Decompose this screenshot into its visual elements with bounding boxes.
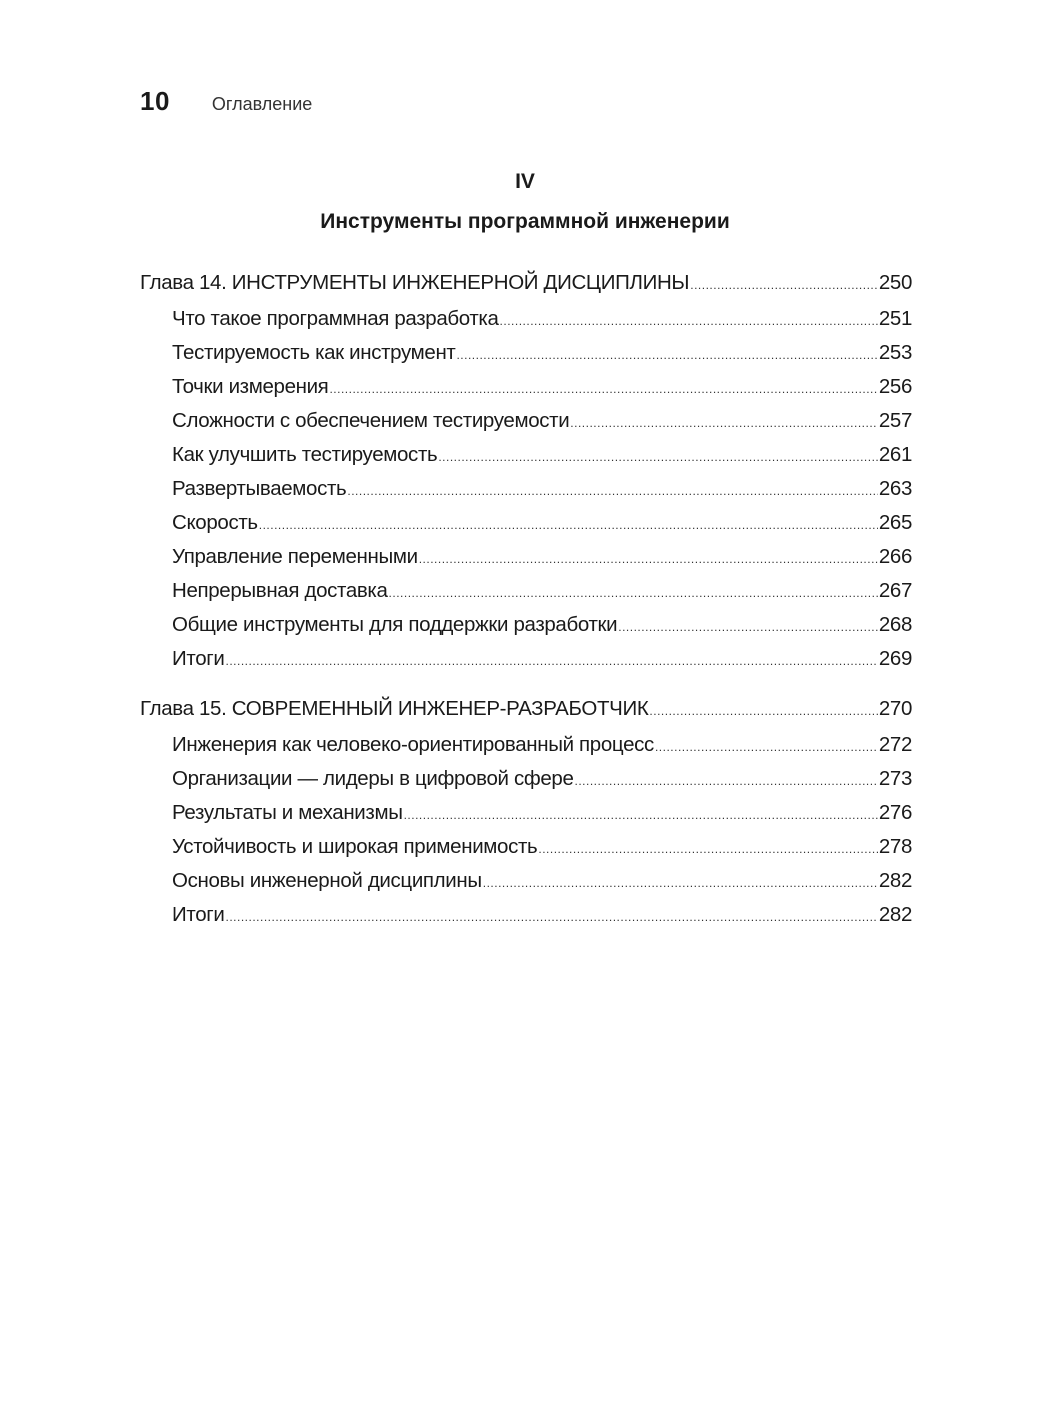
- toc-entry[interactable]: [140, 732, 912, 766]
- toc-entry-title: Основы инженерной дисциплины: [172, 869, 482, 892]
- running-title: Оглавление: [211, 94, 313, 114]
- toc-entry[interactable]: [140, 510, 912, 544]
- toc-entry-title: Результаты и механизмы: [172, 801, 403, 824]
- toc-leader-dots: [570, 410, 878, 436]
- toc-entry[interactable]: [140, 578, 912, 612]
- toc-entry-title: Инженерия как человеко-ориентированный процесс: [172, 733, 654, 756]
- toc-page-number: 253: [878, 341, 912, 364]
- toc-page-number: 276: [878, 801, 912, 824]
- toc-entry-title: Развертываемость: [172, 477, 347, 500]
- toc-leader-dots: [389, 580, 878, 606]
- toc-entry[interactable]: [140, 646, 912, 680]
- toc-leader-dots: [483, 870, 878, 896]
- toc-leader-dots: [538, 836, 877, 862]
- toc-page-number: 261: [878, 443, 912, 466]
- toc-entry-title: Что такое программная разработка: [172, 307, 499, 330]
- toc-page-number: 269: [878, 647, 912, 670]
- toc-entry[interactable]: [140, 374, 912, 408]
- toc-entry-title: Общие инструменты для поддержки разработки: [172, 613, 618, 636]
- toc-leader-dots: [404, 802, 878, 828]
- toc-entry[interactable]: [140, 612, 912, 646]
- toc-entry[interactable]: [140, 544, 912, 578]
- toc-page-number: 251: [878, 307, 912, 330]
- part-title: Инструменты программной инженерии: [320, 210, 730, 233]
- toc-page-number: 272: [878, 733, 912, 756]
- toc-leader-dots: [690, 272, 878, 298]
- toc-entry-title: Устойчивость и широкая применимость: [172, 835, 538, 858]
- toc-entry-title: Итоги: [172, 903, 225, 926]
- toc-entry[interactable]: [140, 800, 912, 834]
- toc-leader-dots: [456, 342, 877, 368]
- part-number: IV: [515, 170, 535, 193]
- toc-chapter-heading[interactable]: [140, 270, 912, 306]
- toc-page-number: 256: [878, 375, 912, 398]
- toc-leader-dots: [419, 546, 878, 572]
- toc-leader-dots: [225, 904, 877, 930]
- page-number: 10: [140, 86, 170, 116]
- toc-entry-title: Организации — лидеры в цифровой сфере: [172, 767, 574, 790]
- toc-leader-dots: [438, 444, 878, 470]
- toc-entry[interactable]: [140, 902, 912, 936]
- toc-leader-dots: [618, 614, 878, 640]
- toc-page-number: 265: [878, 511, 912, 534]
- toc-page-number: 273: [878, 767, 912, 790]
- toc-entry[interactable]: [140, 306, 912, 340]
- toc-chapter-title: Глава 15. СОВРЕМЕННЫЙ ИНЖЕНЕР-РАЗРАБОТЧИК: [140, 697, 649, 720]
- toc-page-number: 270: [878, 697, 912, 720]
- toc-entry[interactable]: [140, 442, 912, 476]
- toc-leader-dots: [259, 512, 878, 538]
- toc-leader-dots: [347, 478, 877, 504]
- toc-page-number: 257: [878, 409, 912, 432]
- toc-page-number: 282: [878, 869, 912, 892]
- toc-leader-dots: [649, 698, 877, 724]
- toc-leader-dots: [655, 734, 878, 760]
- running-head: [140, 86, 312, 117]
- toc-page-number: 267: [878, 579, 912, 602]
- toc-chapter-14: [140, 270, 912, 680]
- toc-entry-title: Итоги: [172, 647, 225, 670]
- toc-leader-dots: [575, 768, 878, 794]
- toc-page-number: 282: [878, 903, 912, 926]
- toc-entry-title: Точки измерения: [172, 375, 329, 398]
- toc-entry-title: Сложности с обеспечением тестируемости: [172, 409, 570, 432]
- toc-entry[interactable]: [140, 766, 912, 800]
- toc-entry[interactable]: [140, 834, 912, 868]
- toc-leader-dots: [500, 308, 878, 334]
- toc-entry[interactable]: [140, 340, 912, 374]
- toc-chapter-title: Глава 14. ИНСТРУМЕНТЫ ИНЖЕНЕРНОЙ ДИСЦИПЛИНЫ: [140, 271, 690, 294]
- toc-entry-title: Тестируемость как инструмент: [172, 341, 456, 364]
- toc-entry[interactable]: [140, 408, 912, 442]
- toc-leader-dots: [329, 376, 877, 402]
- toc-leader-dots: [225, 648, 877, 674]
- toc-entry-title: Непрерывная доставка: [172, 579, 388, 602]
- toc-page-number: 250: [878, 271, 912, 294]
- toc-page-number: 268: [878, 613, 912, 636]
- toc-page-number: 278: [878, 835, 912, 858]
- toc-entry-title: Управление переменными: [172, 545, 418, 568]
- toc-entry-title: Скорость: [172, 511, 258, 534]
- toc-page-number: 263: [878, 477, 912, 500]
- toc-entry[interactable]: [140, 476, 912, 510]
- toc-entry-title: Как улучшить тестируемость: [172, 443, 438, 466]
- toc-page-number: 266: [878, 545, 912, 568]
- toc-entry[interactable]: [140, 868, 912, 902]
- toc-chapter-heading[interactable]: [140, 696, 912, 732]
- toc-chapter-15: [140, 696, 912, 936]
